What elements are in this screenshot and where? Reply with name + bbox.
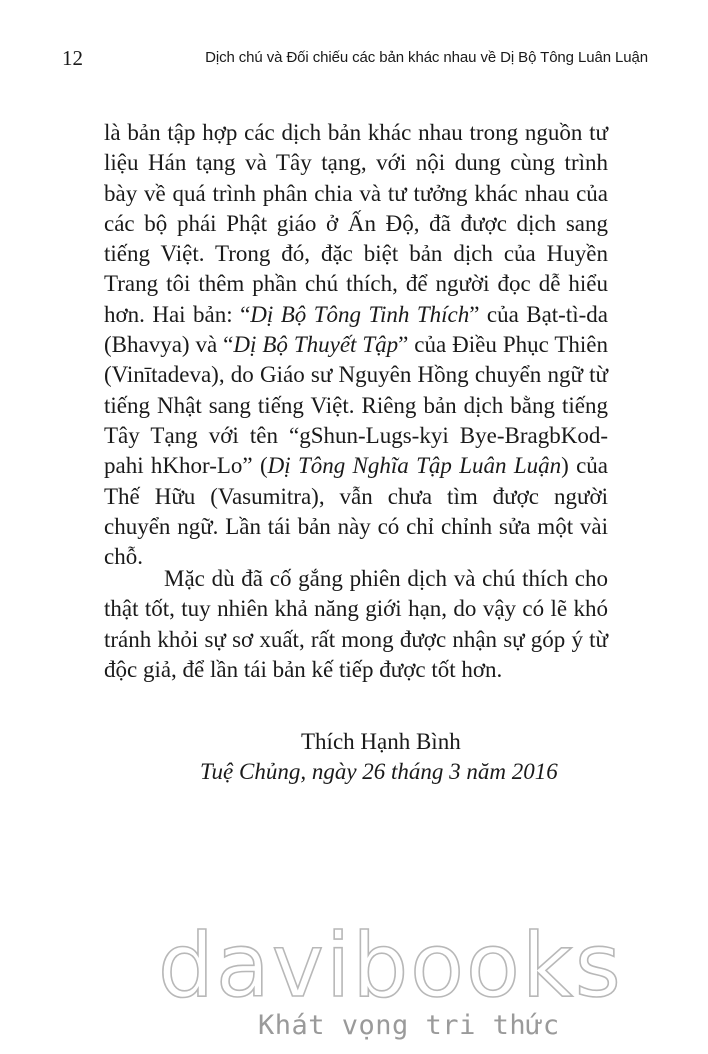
signature-place: Tuệ Chủng [200,759,301,784]
work-title-3: Dị Tông Nghĩa Tập Luân Luận [267,453,562,479]
paragraph-2: Mặc dù đã cố gắng phiên dịch và chú thích cho thật tốt, tuy nhiên khả năng giới hạn, do vậy có lẽ khó tránh khỏi sự sơ xuất, rất mong được nhận sự góp ý từ độc giả, để lần tái bản kế tiếp được tốt hơn. [104,566,608,682]
running-title: Dịch chú và Đối chiếu các bản khác nhau về Dị Bộ Tông Luân Luận [205,49,648,66]
work-title-2: Dị Bộ Thuyết Tập [233,332,399,358]
signature-date: , ngày 26 tháng 3 năm 2016 [300,759,558,784]
signature-place-date [200,759,558,785]
paragraph-1-text-d: ) của Thế Hữu (Vasumitra), vẫn chưa tìm được người chuyển ngữ. Lần tái bản này có chỉ chỉnh sửa một vài chỗ. [104,453,609,570]
publisher-watermark [0,900,708,1054]
watermark-tagline: Khát vọng tri thức [258,1010,560,1041]
page-number: 12 [62,46,83,70]
watermark-brand: davibooks [158,914,623,1017]
paragraph-1-text-b: ” của Bạt-tì-da (Bhavya) và “ [104,301,608,358]
paragraph-1 [104,118,608,572]
work-title-1: Dị Bộ Tông Tinh Thích [250,301,470,327]
signature-name: Thích Hạnh Bình [301,729,461,754]
paragraph-1-text-c: ” của Điều Phục Thiên (Vinītadeva), do Giáo sư Nguyên Hồng chuyển ngữ từ tiếng Nhật sang tiếng Việt. Riêng bản dịch bằng tiếng Tây Tạng với tên “gShun-Lugs-kyi Bye-BragbKod-pahi hKhor-Lo” ( [104,332,608,479]
page-header [62,46,648,76]
paragraph-1-text-a: là bản tập hợp các dịch bản khác nhau trong nguồn tư liệu Hán tạng và Tây tạng, với nội dung cùng trình bày về quá trình phân chia và tư tưởng khác nhau của các bộ phái Phật giáo ở Ấn Độ, đã được dịch sang tiếng Việt. Trong đó, đặc biệt bản dịch của Huyền Trang tôi thêm phần chú thích, để người đọc dễ hiểu hơn. Hai bản: “ [104,120,608,327]
